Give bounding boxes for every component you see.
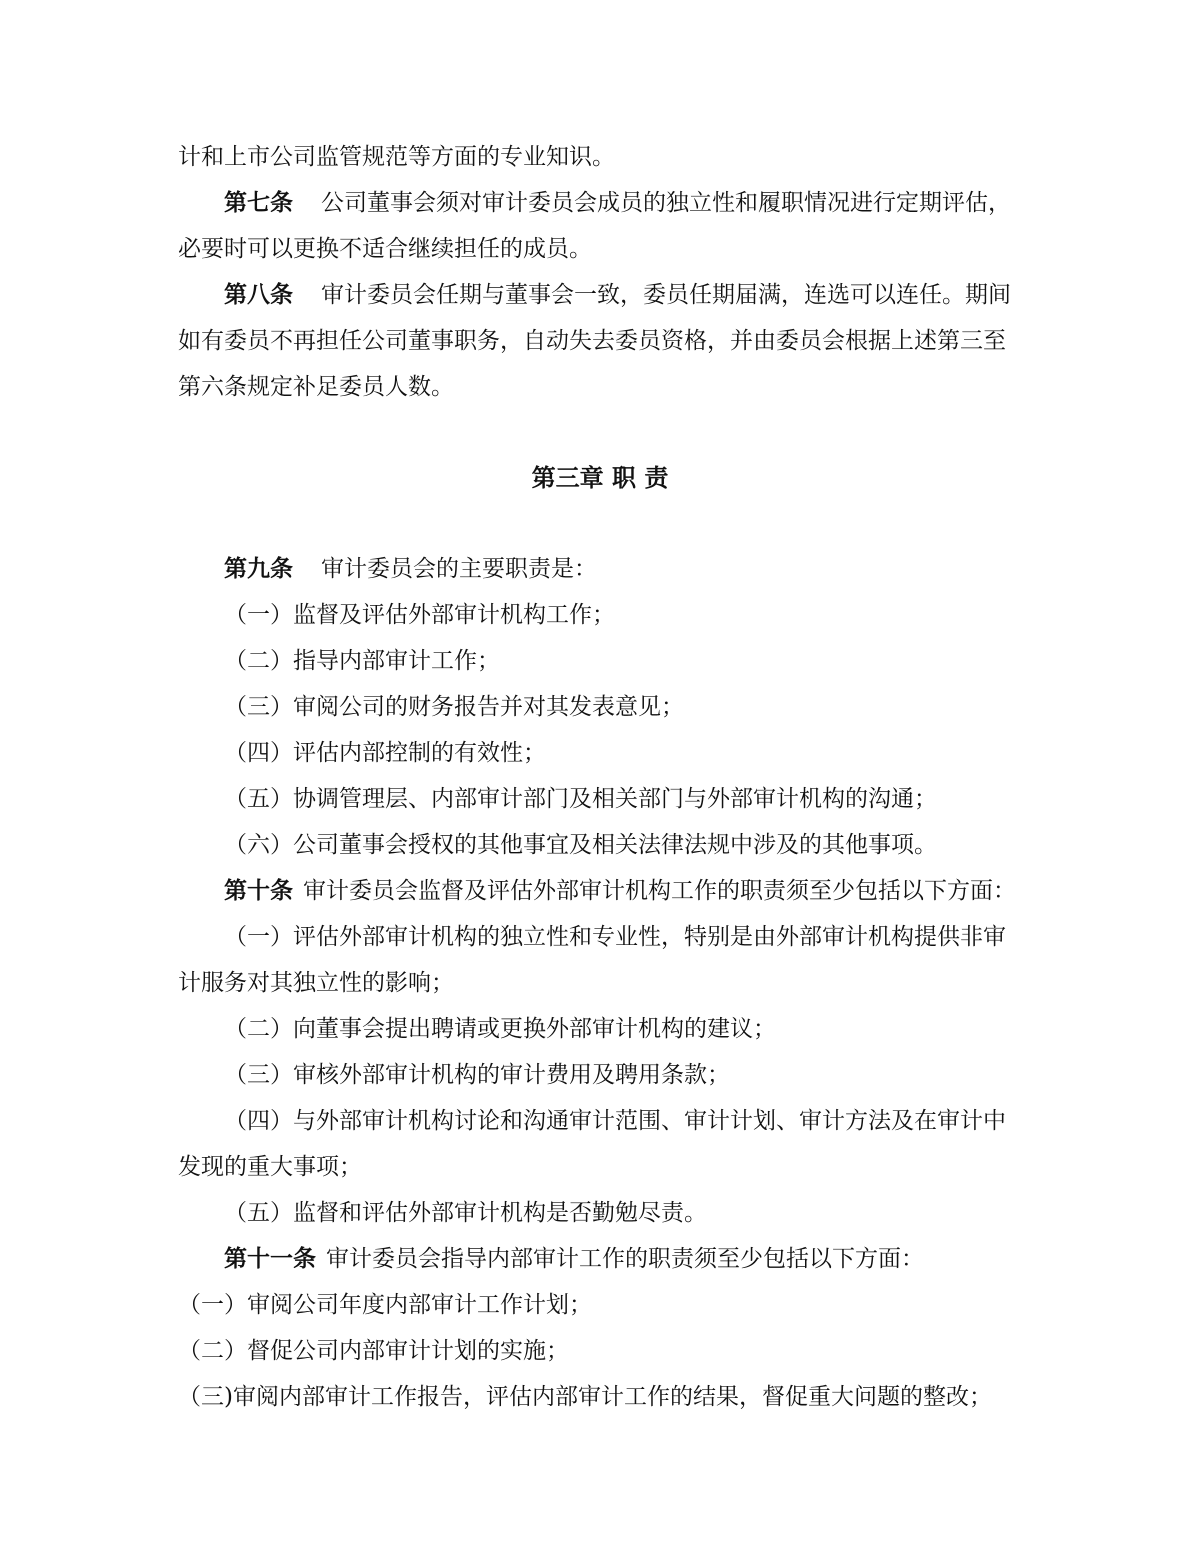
article-8: [224, 279, 1038, 311]
list-item: （三）审阅公司的财务报告并对其发表意见；: [224, 694, 684, 720]
list-item: （五）协调管理层、内部审计部门及相关部门与外部审计机构的沟通；: [224, 786, 937, 812]
article-label: 第九条: [224, 556, 293, 582]
list-item-continuation: 发现的重大事项；: [178, 1154, 362, 1180]
list-item: （四）与外部审计机构讨论和沟通审计范围、审计计划、审计方法及在审计中: [224, 1108, 1006, 1134]
article-text: 审计委员会任期与董事会一致，委员任期届满，连选可以连任。期间: [321, 282, 1011, 308]
article-text: 公司董事会须对审计委员会成员的独立性和履职情况进行定期评估，: [321, 190, 1011, 216]
list-item: （三)审阅内部审计工作报告，评估内部审计工作的结果，督促重大问题的整改；: [178, 1384, 992, 1410]
article-11: [224, 1243, 1038, 1275]
article-7: [224, 187, 1038, 219]
paragraph-line: 计和上市公司监管规范等方面的专业知识。: [178, 144, 615, 170]
list-item-continuation: 计服务对其独立性的影响；: [178, 970, 454, 996]
list-item: （四）评估内部控制的有效性；: [224, 740, 546, 766]
article-text: 审计委员会的主要职责是：: [321, 556, 597, 582]
article-label: 第十一条: [224, 1246, 316, 1272]
list-item: （一）监督及评估外部审计机构工作；: [224, 602, 615, 628]
article-text: 审计委员会指导内部审计工作的职责须至少包括以下方面：: [326, 1246, 924, 1272]
list-item: （一）评估外部审计机构的独立性和专业性，特别是由外部审计机构提供非审: [224, 924, 1006, 950]
paragraph-line: 如有委员不再担任公司董事职务，自动失去委员资格，并由委员会根据上述第三至: [178, 328, 1006, 354]
article-10: [224, 875, 1038, 907]
paragraph-line: 第六条规定补足委员人数。: [178, 374, 454, 400]
article-label: 第八条: [224, 282, 293, 308]
list-item: （一）审阅公司年度内部审计工作计划；: [178, 1292, 592, 1318]
list-item: （二）督促公司内部审计计划的实施；: [178, 1338, 569, 1364]
paragraph-line: 必要时可以更换不适合继续担任的成员。: [178, 236, 592, 262]
list-item: （二）指导内部审计工作；: [224, 648, 500, 674]
list-item: （五）监督和评估外部审计机构是否勤勉尽责。: [224, 1200, 707, 1226]
article-label: 第十条: [224, 878, 293, 904]
article-text: 审计委员会监督及评估外部审计机构工作的职责须至少包括以下方面：: [303, 878, 1016, 904]
article-9: [224, 553, 1038, 585]
list-item: （六）公司董事会授权的其他事宜及相关法律法规中涉及的其他事项。: [224, 832, 937, 858]
chapter-heading: 第三章 职 责: [531, 464, 669, 492]
list-item: （二）向董事会提出聘请或更换外部审计机构的建议；: [224, 1016, 776, 1042]
list-item: （三）审核外部审计机构的审计费用及聘用条款；: [224, 1062, 730, 1088]
article-label: 第七条: [224, 190, 293, 216]
